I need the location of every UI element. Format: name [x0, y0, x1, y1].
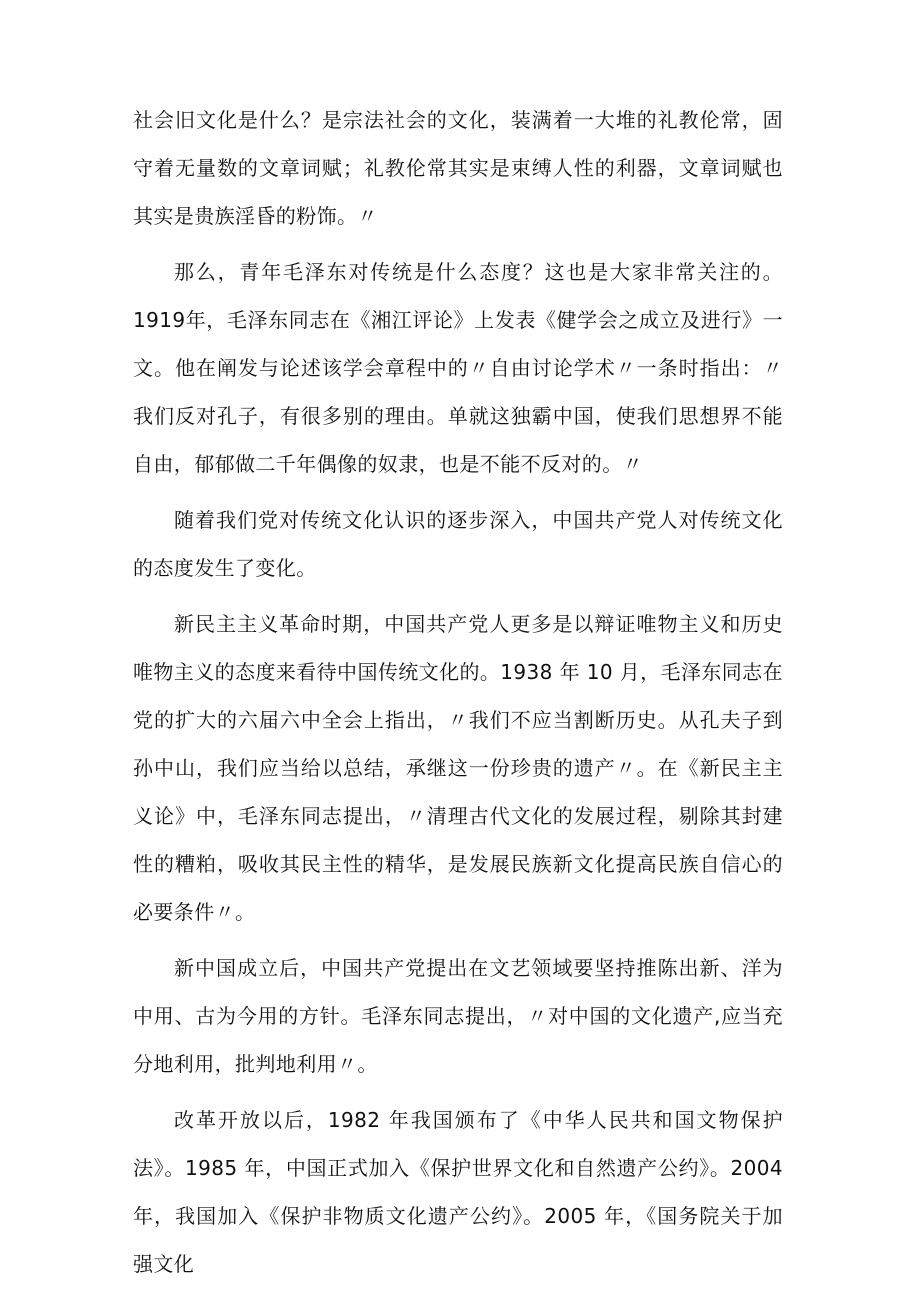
paragraph-4: 新民主主义革命时期，中国共产党人更多是以辩证唯物主义和历史唯物主义的态度来看待中国传统文化的。1938 年 10 月，毛泽东同志在党的扩大的六届六中全会上指出，〃我们不应当割断历史。从孔夫子到孙中山，我们应当给以总结，承继这一份珍贵的遗产〃。在《新民主主义论》中，毛泽东同志提出，〃清理古代文化的发展过程，剔除其封建性的糟粕，吸收其民主性的精华，是发展民族新文化提高民族自信心的必要条件〃。 — [133, 612, 783, 924]
paragraph-2: 那么，青年毛泽东对传统是什么态度？这也是大家非常关注的。1919年，毛泽东同志在《湘江评论》上发表《健学会之成立及进行》一文。他在阐发与论述该学会章程中的〃自由讨论学术〃一条时指出：〃我们反对孔子，有很多别的理由。单就这独霸中国，使我们思想界不能自由，郁郁做二千年偶像的奴隶，也是不能不反对的。〃 — [133, 260, 783, 476]
paragraph-5: 新中国成立后，中国共产党提出在文艺领域要坚持推陈出新、洋为中用、古为今用的方针。毛泽东同志提出，〃对中国的文化遗产,应当充分地利用，批判地利用〃。 — [133, 956, 783, 1076]
document-page — [133, 96, 783, 1288]
paragraph-1: 社会旧文化是什么？是宗法社会的文化，装满着一大堆的礼教伦常，固守着无量数的文章词赋；礼教伦常其实是束缚人性的利器，文章词赋也其实是贵族淫昏的粉饰。〃 — [133, 108, 783, 228]
paragraph-3: 随着我们党对传统文化认识的逐步深入，中国共产党人对传统文化的态度发生了变化。 — [133, 508, 783, 580]
paragraph-6: 改革开放以后，1982 年我国颁布了《中华人民共和国文物保护法》。1985 年，中国正式加入《保护世界文化和自然遗产公约》。2004 年，我国加入《保护非物质文化遗产公约》。2005 年，《国务院关于加强文化 — [133, 1108, 783, 1276]
